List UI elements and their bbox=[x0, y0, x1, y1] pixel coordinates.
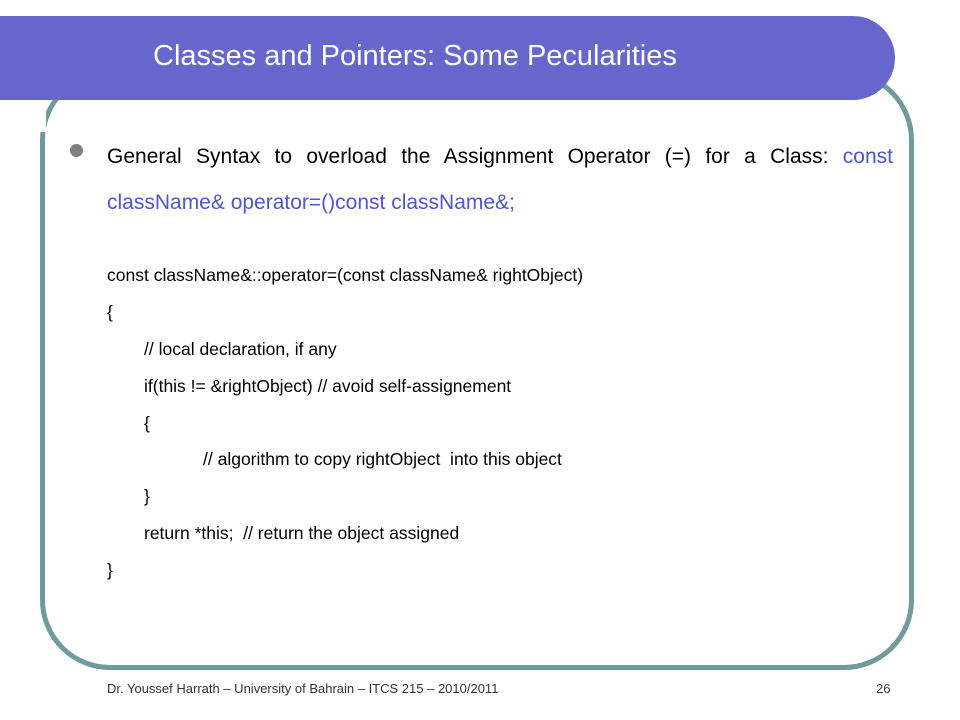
slide-title: Classes and Pointers: Some Pecularities bbox=[153, 40, 677, 72]
code-line: // algorithm to copy rightObject into this object bbox=[203, 449, 562, 469]
bullet-text-plain: General Syntax to overload the Assignment Operator (=) for a Class: bbox=[107, 145, 843, 168]
code-line: } bbox=[144, 486, 150, 506]
code-line: } bbox=[107, 560, 113, 580]
bullet-text bbox=[107, 134, 893, 226]
code-line: // local declaration, if any bbox=[144, 339, 337, 359]
code-line: const className&::operator=(const className& rightObject) bbox=[107, 265, 584, 285]
page-number: 26 bbox=[876, 681, 891, 696]
code-line: return *this; // return the object assigned bbox=[144, 523, 460, 543]
bullet-text-highlight: const className& operator=()const className&; bbox=[107, 145, 893, 214]
slide-footer: Dr. Youssef Harrath – University of Bahrain – ITCS 215 – 2010/2011 bbox=[107, 681, 499, 696]
code-line: { bbox=[144, 413, 150, 433]
code-line: if(this != &rightObject) // avoid self-assignement bbox=[144, 376, 512, 396]
bullet-dot-icon bbox=[70, 144, 83, 157]
frame-gap bbox=[30, 110, 46, 132]
code-line: { bbox=[107, 302, 113, 322]
